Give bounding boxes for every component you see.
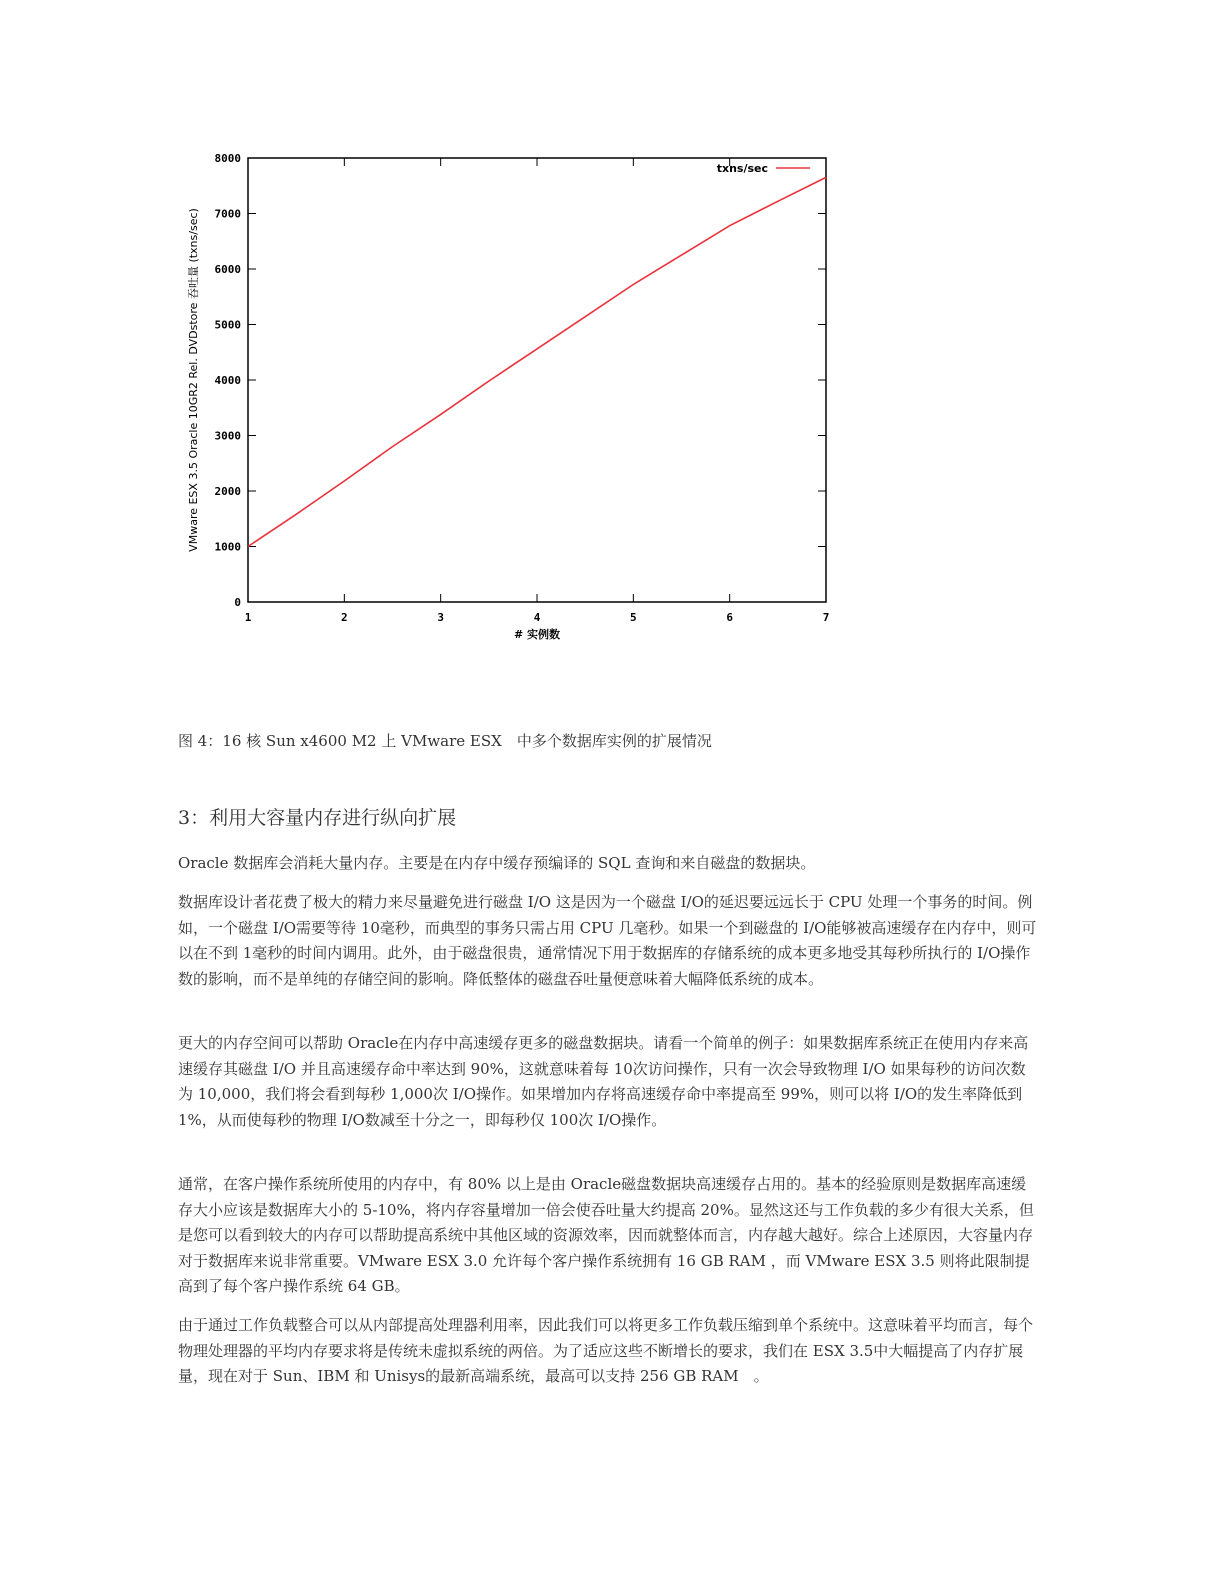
legend-label: txns/sec [716, 162, 768, 175]
figure-caption: 图 4：16 核 Sun x4600 M2 上 VMware ESX 中多个数据库实例的扩展情况 [178, 732, 712, 750]
x-tick-label: 2 [341, 611, 348, 624]
plot-area [248, 158, 826, 602]
y-tick-label: 7000 [214, 207, 241, 221]
throughput-chart [180, 140, 860, 660]
x-tick-label: 7 [822, 611, 830, 624]
y-axis-label: VMware ESX 3.5 Oracle 10GR2 Rel. DVDstore 吞吐量 (txns/sec) [187, 208, 200, 552]
y-tick-label: 2000 [214, 485, 241, 498]
y-tick-label: 4000 [214, 374, 241, 387]
y-tick-label: 1000 [214, 540, 241, 554]
x-axis-label: # 实例数 [513, 628, 561, 641]
paragraph-3: 更大的内存空间可以帮助 Oracle在内存中高速缓存更多的磁盘数据块。请看一个简单的例子：如果数据库系统正在使用内存来高速缓存其磁盘 I/O 并且高速缓存命中率达到 90%，这就意味着每 10次访问操作，只有一次会导致物理 I/O 如果每秒的访问次数为 10,000，我们将会看到每秒 1,000次 I/O操作。如果增加内存将高速缓存命中率提高至 99%，则可以将 I/O的发生率降低到 1%，从而使每秒的物理 I/O数减至十分之一，即每秒仅 100次 I/O操作。 [178, 1034, 1029, 1129]
paragraph-1: Oracle 数据库会消耗大量内存。主要是在内存中缓存预编译的 SQL 查询和来自磁盘的数据块。 [178, 854, 816, 872]
y-tick-label: 3000 [214, 429, 241, 443]
y-tick-label: 5000 [214, 318, 241, 332]
y-tick-label: 6000 [214, 263, 241, 276]
x-tick-label: 3 [437, 611, 444, 624]
x-tick-label: 5 [630, 611, 637, 624]
paragraph-5: 由于通过工作负载整合可以从内部提高处理器利用率，因此我们可以将更多工作负载压缩到单个系统中。这意味着平均而言，每个物理处理器的平均内存要求将是传统未虚拟系统的两倍。为了适应这些不断增长的要求，我们在 ESX 3.5中大幅提高了内存扩展量，现在对于 Sun、IBM 和 Unisys的最新高端系统，最高可以支持 256 GB RAM 。 [178, 1316, 1034, 1385]
x-tick-label: 1 [244, 611, 252, 624]
x-tick-label: 6 [726, 611, 733, 624]
y-tick-label: 8000 [214, 152, 241, 165]
paragraph-4: 通常，在客户操作系统所使用的内存中，有 80% 以上是由 Oracle磁盘数据块高速缓存占用的。基本的经验原则是数据库高速缓存大小应该是数据库大小的 5-10%，将内存容量增加一倍会使吞吐量大约提高 20%。显然这还与工作负载的多少有很大关系，但是您可以看到较大的内存可以帮助提高系统中其他区域的资源效率，因而就整体而言，内存越大越好。综合上述原因，大容量内存对于数据库来说非常重要。VMware ESX 3.0 允许每个客户操作系统拥有 16 GB RAM ，而 VMware ESX 3.5 则将此限制提高到了每个客户操作系统 64 GB。 [178, 1175, 1034, 1295]
paragraph-2: 数据库设计者花费了极大的精力来尽量避免进行磁盘 I/O 这是因为一个磁盘 I/O的延迟要远远长于 CPU 处理一个事务的时间。例如，一个磁盘 I/O需要等待 10毫秒，而典型的事务只需占用 CPU 几毫秒。如果一个到磁盘的 I/O能够被高速缓存在内存中，则可以在不到 1毫秒的时间内调用。此外，由于磁盘很贵，通常情况下用于数据库的存储系统的成本更多地受其每秒所执行的 I/O操作数的影响，而不是单纯的存储空间的影响。降低整体的磁盘吞吐量便意味着大幅降低系统的成本。 [178, 893, 1037, 988]
section-heading: 3：利用大容量内存进行纵向扩展 [178, 807, 457, 829]
x-tick-label: 4 [533, 611, 541, 624]
y-tick-label: 0 [234, 596, 241, 609]
chart-svg [180, 140, 860, 660]
